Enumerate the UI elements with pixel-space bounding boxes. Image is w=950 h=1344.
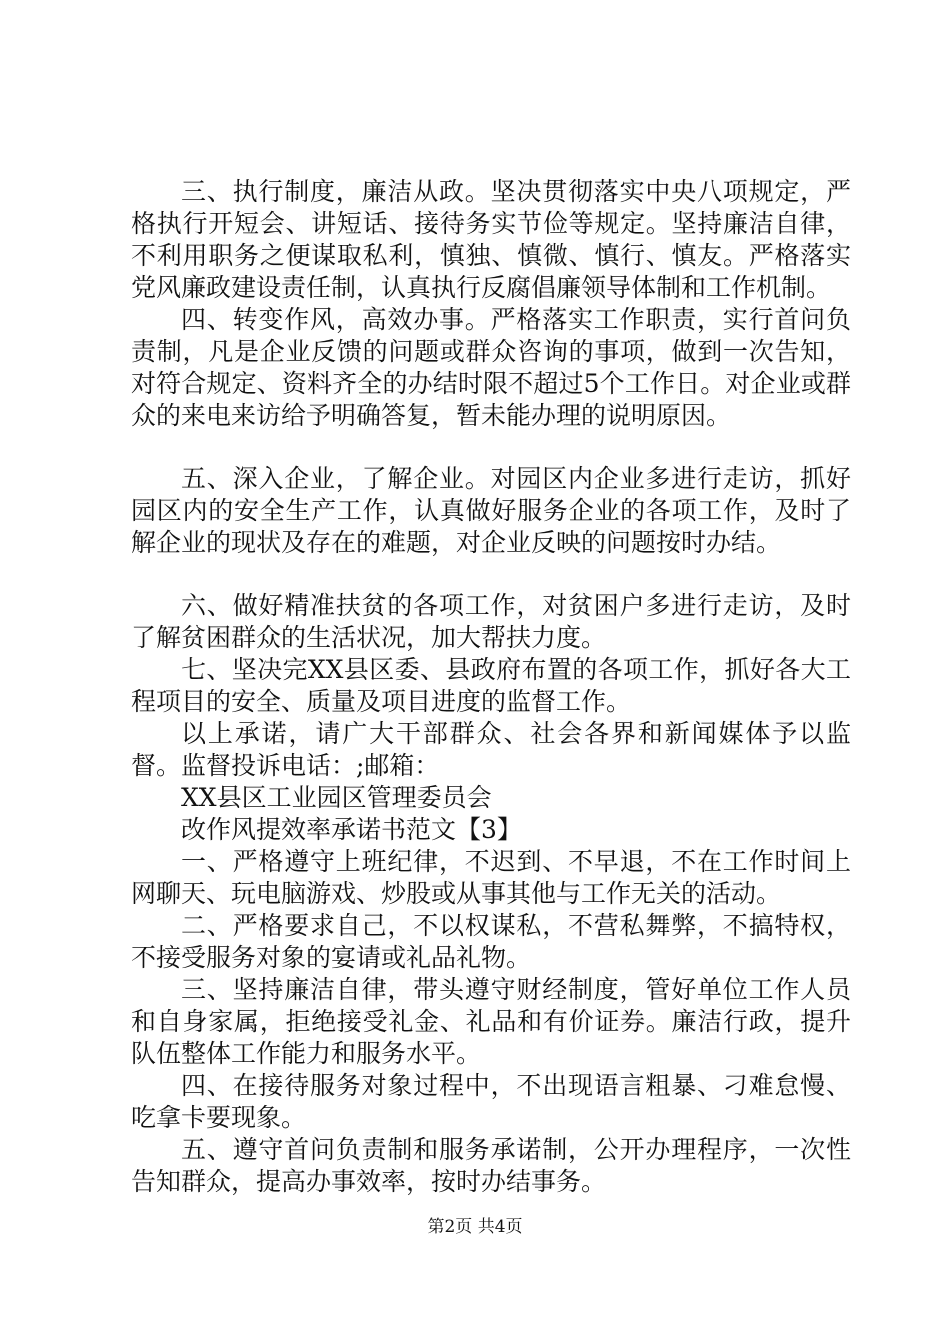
- paragraph-section-7: 七、坚决完XX县区委、县政府布置的各项工作，抓好各大工程项目的安全、质量及项目进度的监督工作。: [131, 655, 851, 716]
- paragraph-item-3: 三、坚持廉洁自律，带头遵守财经制度，管好单位工作人员和自身家属，拒绝接受礼金、礼品和有价证券。廉洁行政，提升队伍整体工作能力和服务水平。: [131, 975, 851, 1068]
- paragraph-section-5: 五、深入企业，了解企业。对园区内企业多进行走访，抓好园区内的安全生产工作，认真做好服务企业的各项工作，及时了解企业的现状及存在的难题，对企业反映的问题按时办结。: [131, 464, 851, 557]
- paragraph-item-5: 五、遵守首问负责制和服务承诺制，公开办理程序，一次性告知群众，提高办事效率，按时办结事务。: [131, 1135, 851, 1196]
- paragraph-commitment-supervision: 以上承诺，请广大干部群众、社会各界和新闻媒体予以监督。监督投诉电话：;邮箱：: [131, 719, 851, 780]
- paragraph-item-1: 一、严格遵守上班纪律，不迟到、不早退，不在工作时间上网聊天、玩电脑游戏、炒股或从事其他与工作无关的活动。: [131, 847, 851, 908]
- paragraph-signature-org: XX县区工业园区管理委员会: [181, 783, 492, 812]
- paragraph-sample-title: 改作风提效率承诺书范文【3】: [181, 815, 522, 844]
- paragraph-section-4: 四、转变作风，高效办事。严格落实工作职责，实行首问负责制，凡是企业反馈的问题或群众咨询的事项，做到一次告知，对符合规定、资料齐全的办结时限不超过5个工作日。对企业或群众的来电来访给予明确答复，暂未能办理的说明原因。: [131, 305, 851, 430]
- page-number-footer: 第2页 共4页: [427, 1217, 523, 1237]
- paragraph-gap: [131, 432, 851, 463]
- paragraph-gap: [131, 559, 851, 590]
- paragraph-item-4: 四、在接待服务对象过程中，不出现语言粗暴、刁难怠慢、吃拿卡要现象。: [131, 1071, 851, 1132]
- paragraph-section-6: 六、做好精准扶贫的各项工作，对贫困户多进行走访，及时了解贫困群众的生活状况，加大帮扶力度。: [131, 591, 851, 652]
- paragraph-section-3: 三、执行制度，廉洁从政。坚决贯彻落实中央八项规定，严格执行开短会、讲短话、接待务实节俭等规定。坚持廉洁自律，不利用职务之便谋取私利，慎独、慎微、慎行、慎友。严格落实党风廉政建设责任制，认真执行反腐倡廉领导体制和工作机制。: [131, 177, 851, 302]
- paragraph-item-2: 二、严格要求自己，不以权谋私，不营私舞弊，不搞特权，不接受服务对象的宴请或礼品礼物。: [131, 911, 851, 972]
- document-body: [131, 176, 851, 1198]
